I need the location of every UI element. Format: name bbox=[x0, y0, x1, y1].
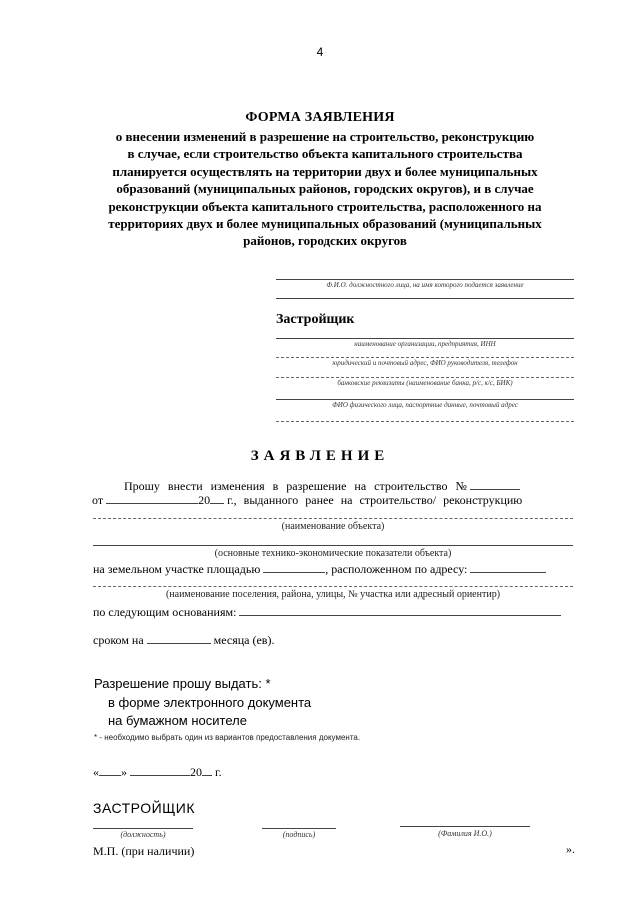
subtitle-line: планируется осуществлять на территории двух и более муниципальных bbox=[112, 163, 538, 179]
permit-number-field[interactable] bbox=[470, 478, 520, 490]
land-address-field[interactable] bbox=[470, 561, 546, 573]
term-text: сроком на bbox=[93, 633, 144, 647]
developer-address-caption: юридический и почтовый адрес, ФИО руководителя, телефон bbox=[332, 359, 518, 367]
indicators-line[interactable] bbox=[93, 545, 573, 546]
body-line-date bbox=[92, 492, 522, 508]
indicators-caption: (основные технико-экономические показатели объекта) bbox=[214, 548, 452, 559]
term-unit-text: месяца (ев). bbox=[213, 633, 275, 647]
signature-caption: (подпись) bbox=[282, 830, 316, 839]
position-caption: (должность) bbox=[120, 830, 166, 839]
object-name-caption: (наименование объекта) bbox=[281, 521, 385, 532]
land-area-text: на земельном участке площадью bbox=[93, 562, 261, 576]
addressee-extra-line[interactable] bbox=[276, 298, 574, 299]
subtitle-line: образований (муниципальных районов, городских округов), и в случае bbox=[116, 181, 534, 197]
date-open-quote: « bbox=[93, 765, 99, 779]
date-day-field[interactable] bbox=[99, 764, 121, 776]
object-name-line[interactable] bbox=[93, 518, 573, 519]
developer-label: Застройщик bbox=[276, 312, 355, 327]
term-field[interactable] bbox=[147, 632, 211, 644]
signature-label: ЗАСТРОЙЩИК bbox=[93, 800, 196, 816]
option-paper[interactable]: на бумажном носителе bbox=[108, 713, 247, 728]
address-caption: (наименование поселения, района, улицы, № участка или адресный ориентир) bbox=[165, 589, 501, 600]
position-line[interactable] bbox=[93, 828, 193, 829]
grounds-field[interactable] bbox=[239, 604, 561, 616]
date-close-quote: » bbox=[121, 765, 127, 779]
option-electronic[interactable]: в форме электронного документа bbox=[108, 695, 312, 710]
issue-note: * - необходимо выбрать один из вариантов предоставления документа. bbox=[94, 733, 361, 742]
body-line-grounds bbox=[93, 604, 561, 620]
name-caption: (Фамилия И.О.) bbox=[438, 829, 492, 838]
form-subtitle bbox=[95, 128, 555, 250]
page-number: 4 bbox=[316, 45, 324, 59]
from-label: от bbox=[92, 493, 104, 507]
date-year-field[interactable] bbox=[202, 764, 212, 776]
address-line[interactable] bbox=[93, 586, 573, 587]
developer-bank-line[interactable] bbox=[276, 377, 574, 378]
land-area-field[interactable] bbox=[263, 561, 325, 573]
body-line-land bbox=[93, 561, 546, 577]
stamp-label: М.П. (при наличии) bbox=[93, 844, 195, 858]
closing-quote: ». bbox=[566, 842, 575, 856]
form-title: ФОРМА ЗАЯВЛЕНИЯ bbox=[245, 110, 395, 125]
permit-year-prefix: 20 bbox=[198, 493, 211, 507]
permit-year-field[interactable] bbox=[210, 492, 224, 504]
grounds-text: по следующим основаниям: bbox=[93, 605, 237, 619]
subtitle-line: районов, городских округов bbox=[243, 233, 407, 249]
developer-person-extra-line[interactable] bbox=[276, 421, 574, 422]
subtitle-line: реконструкции объекта капитального строительства, расположенного на bbox=[108, 198, 542, 214]
subtitle-line: в случае, если строительство объекта капитального строительства bbox=[127, 146, 523, 162]
developer-org-line[interactable] bbox=[276, 338, 574, 339]
subtitle-line: о внесении изменений в разрешение на строительство, реконструкцию bbox=[115, 129, 535, 144]
date-year-prefix: 20 bbox=[190, 765, 202, 779]
subtitle-line: территориях двух и более муниципальных образований (муниципальных bbox=[108, 216, 542, 232]
date-month-field[interactable] bbox=[130, 764, 190, 776]
developer-address-line[interactable] bbox=[276, 357, 574, 358]
issued-text: г., выданного ранее на строительство/ реконструкцию bbox=[227, 493, 523, 507]
addressee-fio-line[interactable] bbox=[276, 279, 574, 280]
developer-org-caption: наименование организации, предприятия, ИНН bbox=[354, 340, 496, 348]
permit-request-text: Прошу внести изменения в разрешение на строительство № bbox=[124, 479, 467, 493]
statement-heading: ЗАЯВЛЕНИЕ bbox=[250, 448, 390, 464]
developer-person-line[interactable] bbox=[276, 399, 574, 400]
issue-label: Разрешение прошу выдать: * bbox=[94, 676, 271, 691]
addressee-fio-caption: Ф.И.О. должностного лица, на имя которого подается заявление bbox=[326, 281, 524, 289]
body-line-term bbox=[93, 632, 274, 648]
signature-line[interactable] bbox=[262, 828, 336, 829]
name-line[interactable] bbox=[400, 826, 530, 827]
land-address-text: , расположенном по адресу: bbox=[325, 562, 468, 576]
permit-date-field[interactable] bbox=[106, 492, 198, 504]
date-line bbox=[93, 764, 222, 780]
date-year-suffix: г. bbox=[215, 765, 222, 779]
developer-person-caption: ФИО физического лица, паспортные данные, почтовый адрес bbox=[332, 401, 518, 409]
developer-bank-caption: банковские реквизиты (наименование банка, р/с, к/с, БИК) bbox=[337, 379, 513, 387]
